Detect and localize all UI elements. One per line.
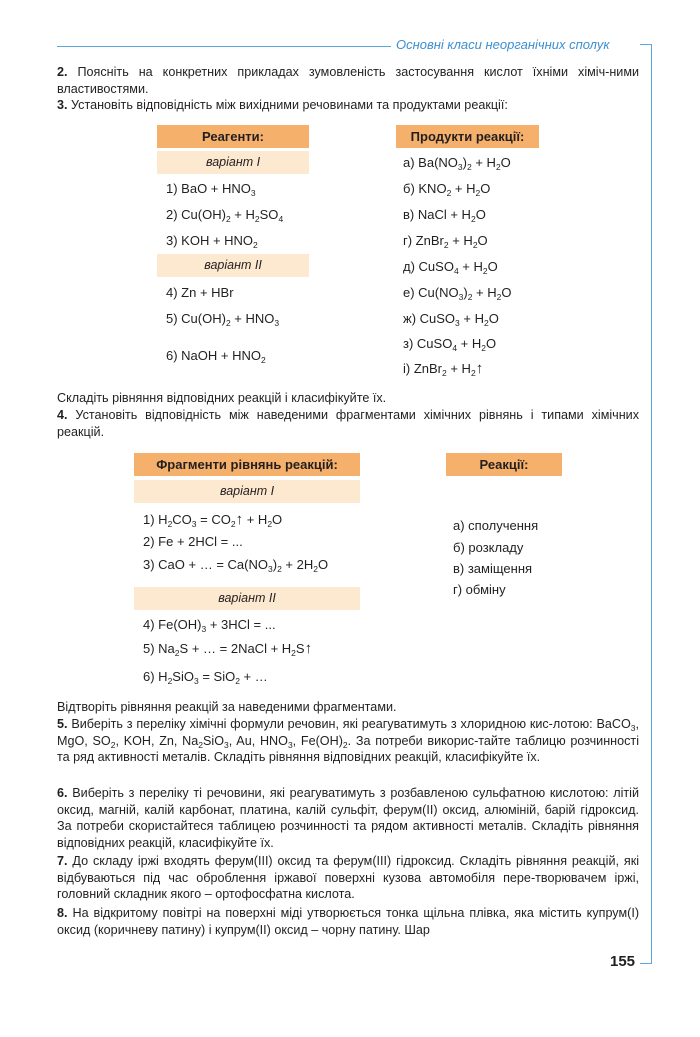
page-number: 155: [610, 953, 636, 970]
fragments-header: Фрагменти рівнянь реакцій:: [134, 453, 360, 476]
product-a: а) $Ba(NO_3)_2 + H_2O$: [403, 155, 511, 172]
task-text: Виберіть з переліку ті речовини, які реагуватимуть з розбавленою сульфатною кислотою: літій оксид, магній, калій карбонат, платина, калій сульфіт, ферум(ІІ) оксид, алюміній, барій гідроксид. За потреби скористайтеся таблицею розчинності та рядом активності металів. Складіть рівняння відповідних реакцій, класифікуйте їх.: [57, 786, 640, 850]
task-3: [57, 97, 639, 114]
variant-2-label: варіант ІІ: [157, 254, 309, 277]
variant-2-label-4: варіант ІІ: [134, 587, 360, 610]
variant-1-label: варіант І: [157, 151, 309, 174]
task-number: 2.: [57, 65, 68, 79]
task-4-after: Відтворіть рівняння реакцій за наведеними фрагментами.: [57, 700, 397, 714]
task-number: 7.: [57, 854, 68, 868]
task-text: Поясніть на конкретних прикладах зумовленість застосування кислот їхніми хіміч-ними властивостями.: [57, 65, 640, 96]
product-zh: ж) CuSO$_3$ + $H_2O$: [403, 311, 499, 328]
task-number: 3.: [57, 98, 68, 112]
reagent-2: 2) $Cu(OH)_2 + H_2SO_4$: [166, 207, 284, 224]
reagent-3: 3) KOH + $HNO_2$: [166, 233, 258, 250]
reaction-v: в) заміщення: [453, 561, 533, 576]
product-d: д) CuSO$_4$ + $H_2O$: [403, 259, 498, 276]
products-header: Продукти реакції:: [396, 125, 539, 148]
task-7: [57, 853, 639, 903]
fragment-1: 1) $H_2CO_3$ = $CO_2↑ + H_2O$: [143, 511, 283, 529]
product-z: з) CuSO$_4$ + $H_2O$: [403, 336, 497, 353]
reagents-header: Реагенти:: [157, 125, 309, 148]
task-3-after: Складіть рівняння відповідних реакцій і класифікуйте їх.: [57, 391, 387, 405]
fragment-4: 4) $Fe(OH)_3 + 3HCl$ = ...: [143, 617, 276, 634]
running-title: Основні класи неорганічних сполук: [396, 37, 610, 52]
header-rule: [57, 46, 391, 47]
reagent-1: 1) BaO + $HNO_3$: [166, 181, 256, 198]
task-6: [57, 785, 639, 851]
task-8: [57, 905, 639, 938]
product-v: в) NaCl + $H_2O$: [403, 207, 486, 224]
reagent-6: 6) NaOH + $HNO_2$: [166, 348, 266, 365]
task-text: До складу іржі входять ферум(ІІІ) оксид та ферум(ІІІ) гідроксид. Складіть рівняння реакцій, які відбуваються під час оброблення іржавої поверхні кузова автомобіля пере-творювачем іржі, головний складник якого – ортофосфатна кислота.: [57, 854, 640, 902]
margin-rule: [651, 44, 652, 964]
task-number: 8.: [57, 906, 68, 920]
page-number-tick: [640, 963, 652, 964]
fragment-6: 6) $H_2SiO_3 = SiO_2$ + …: [143, 669, 268, 686]
task-text: Виберіть з переліку хімічні формули речовин, які реагуватимуть з хлоридною кис-лотою: BaCO$_3$, MgO, $SO_2$, KOH, Zn, $Na_2SiO_3$, Au, $HNO_3$, $Fe(OH)_2$. За потреби викорис-тайте таблицю розчинності та ряд активності металів. Складіть рівняння відповідних реакцій, класифікуйте їх.: [57, 717, 639, 765]
task-5: [57, 716, 639, 766]
task-4: [57, 407, 639, 440]
fragment-2: 2) Fe + 2HCl = ...: [143, 534, 243, 549]
reaction-g: г) обміну: [453, 582, 506, 597]
fragment-5: 5) $Na_2S$ + … = 2NaCl + $H_2S↑$: [143, 640, 313, 658]
reagent-5: 5) $Cu(OH)_2 + HNO_3$: [166, 311, 280, 328]
task-text: Установіть відповідність між наведеними фрагментами хімічних рівнянь і типами хімічних реакцій.: [57, 408, 640, 439]
reaction-a: а) сполучення: [453, 518, 539, 533]
task-number: 5.: [57, 717, 68, 731]
task-2: [57, 64, 639, 97]
reactions-header: Реакції:: [446, 453, 562, 476]
fragment-3: 3) CaO + … = $Ca(NO_3)_2 + 2H_2O$: [143, 557, 329, 574]
reagent-4: 4) Zn + HBr: [166, 285, 234, 300]
product-g: г) ZnBr$_2$ + $H_2O$: [403, 233, 488, 250]
task-number: 6.: [57, 786, 68, 800]
product-i: і) ZnBr$_2$ + $H_2↑$: [403, 360, 484, 378]
reaction-b: б) розкладу: [453, 540, 524, 555]
task-text: Установіть відповідність між вихідними речовинами та продуктами реакції:: [71, 98, 508, 112]
product-b: б) $KNO_2 + H_2O$: [403, 181, 491, 198]
task-text: На відкритому повітрі на поверхні міді утворюється тонка щільна плівка, яка містить купрум(І) оксид (коричневу патину) і купрум(ІІ) оксид – чорну патину. Шар: [57, 906, 640, 937]
variant-1-label-4: варіант І: [134, 480, 360, 503]
task-number: 4.: [57, 408, 68, 422]
product-e: е) $Cu(NO_3)_2 + H_2O$: [403, 285, 512, 302]
